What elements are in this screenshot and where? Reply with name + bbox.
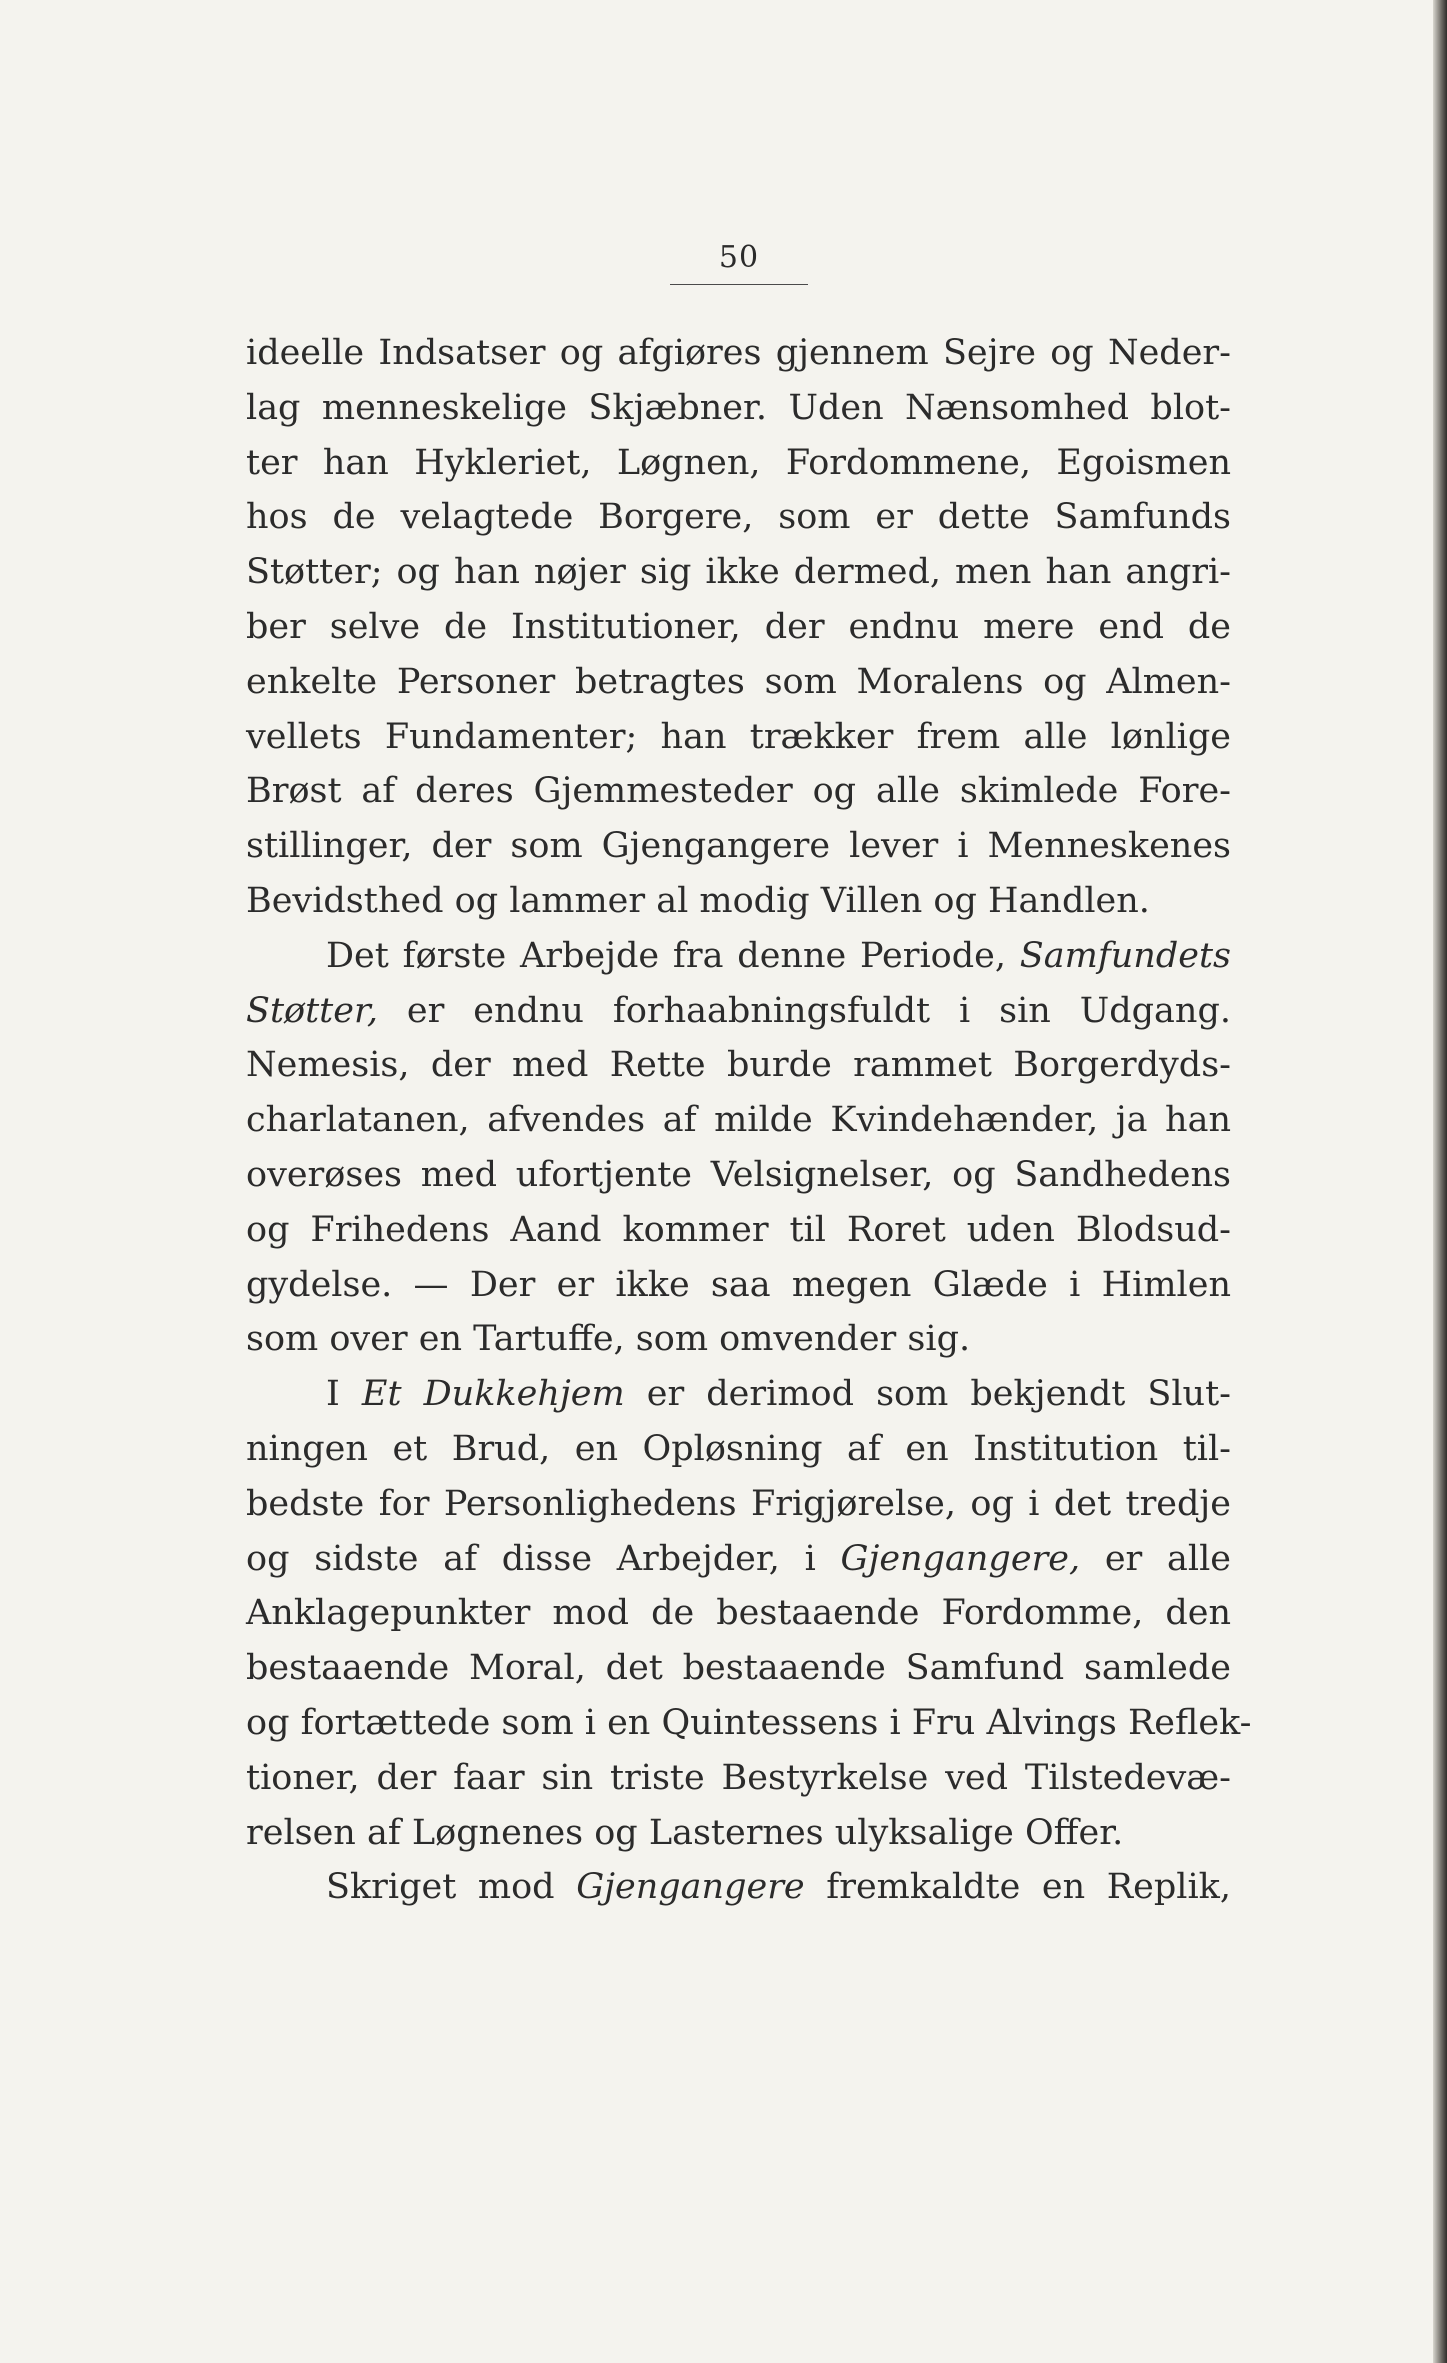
text-line: Anklagepunkter mod de bestaaende Fordomme, den [246,1593,1231,1634]
text-line: som over en Tartuffe, som omvender sig. [246,1319,971,1360]
title-gjengangere: Gjengangere [576,1867,805,1908]
text-line: ter han Hykleriet, Løgnen, Fordommene, Egoismen [246,442,1231,483]
text-line: og Frihedens Aand kommer til Roret uden Blodsud- [246,1209,1231,1250]
text-line: bedste for Personlighedens Frigjørelse, og i det tredje [246,1483,1231,1524]
text-line: Brøst af deres Gjemmesteder og alle skimlede Fore- [246,771,1231,812]
title-samfundets: Samfundets [1019,935,1231,976]
text-line: Bevidsthed og lammer al modig Villen og Handlen. [246,880,1150,921]
text-line: og fortættede som i en Quintessens i Fru Alvings Reflek- [246,1702,1252,1743]
text-line: overøses med ufortjente Velsignelser, og Sandhedens [246,1154,1231,1195]
page-number-rule [670,284,808,285]
text-line: enkelte Personer betragtes som Moralens og Almen- [246,661,1231,702]
text-line: Skriget mod Gjengangere fremkaldte en Replik, [326,1867,1231,1908]
text-line: tioner, der faar sin triste Bestyrkelse ved Tilstedevæ- [246,1757,1231,1798]
text-line: lag menneskelige Skjæbner. Uden Nænsomhed blot- [246,387,1231,428]
text-line: stillinger, der som Gjengangere lever i Menneskenes [246,826,1231,867]
text-line: gydelse. — Der er ikke saa megen Glæde i Himlen [246,1264,1231,1305]
text-line: ber selve de Institutioner, der endnu mere end de [246,606,1231,647]
text-line: relsen af Løgnenes og Lasternes ulyksalige Offer. [246,1812,1124,1853]
text-line: ideelle Indsatser og afgiøres gjennem Sejre og Neder- [246,333,1231,373]
page-edge-shadow [1433,0,1447,2363]
text-line: og sidste af disse Arbejder, i Gjengangere, er alle [246,1538,1231,1579]
text-line: I Et Dukkehjem er derimod som bekjendt Slut- [326,1374,1231,1415]
page-number: 50 [718,240,760,275]
text-line: Det første Arbejde fra denne Periode, Samfundets [326,935,1231,976]
text-line: Støtter; og han nøjer sig ikke dermed, men han angri- [246,552,1231,593]
text-line: charlatanen, afvendes af milde Kvindehænder, ja han [246,1100,1231,1141]
title-et-dukkehjem: Et Dukkehjem [361,1374,625,1415]
text-line: vellets Fundamenter; han trækker frem alle lønlige [246,716,1231,757]
title-gjengangere: Gjengangere, [840,1538,1081,1579]
page-number-header [670,236,808,285]
text-line: bestaaende Moral, det bestaaende Samfund samlede [246,1648,1231,1689]
text-line: Støtter, er endnu forhaabningsfuldt i sin Udgang. [246,990,1231,1031]
text-line: ningen et Brud, en Opløsning af en Institution til- [246,1428,1231,1469]
body-text [246,326,1252,1915]
text-line: hos de velagtede Borgere, som er dette Samfunds [246,497,1231,538]
text-line: Nemesis, der med Rette burde rammet Borgerdyds- [246,1045,1231,1086]
title-stotter: Støtter, [246,990,378,1031]
